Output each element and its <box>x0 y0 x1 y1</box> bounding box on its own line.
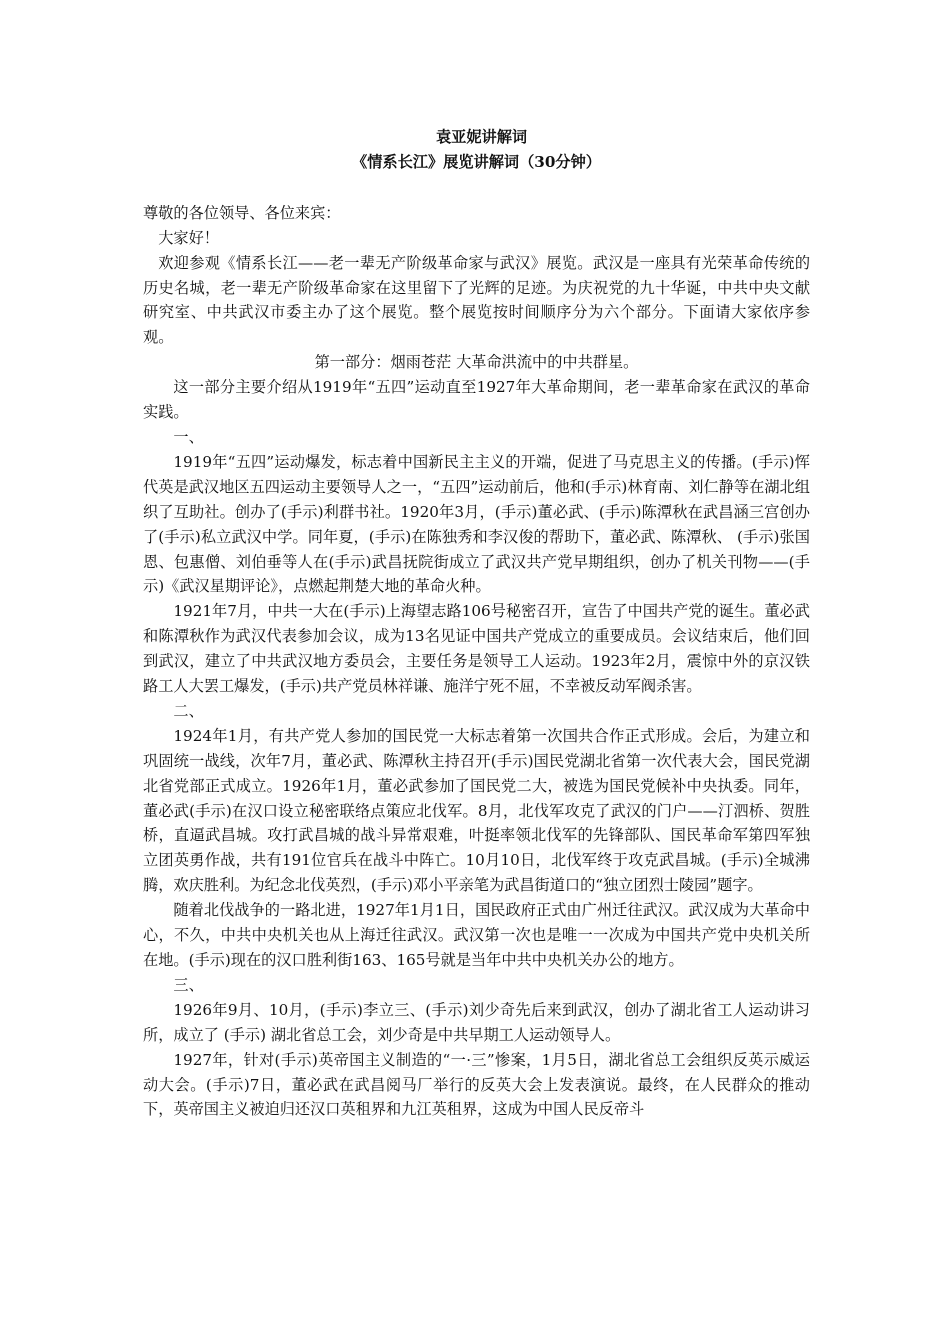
paragraph-1927-relocation: 随着北伐战争的一路北进，1927年1月1日，国民政府正式由广州迁往武汉。武汉成为大革命中心，不久，中共中央机关也从上海迁往武汉。武汉第一次也是唯一一次成为中国共产党中央机关所在地。(手示)现在的汉口胜利街163、165号就是当年中共中央机关办公的地方。 <box>143 901 810 969</box>
document-subtitle: 《情系长江》展览讲解词（30分钟） <box>352 152 601 171</box>
greeting: 大家好！ <box>158 228 219 247</box>
paragraph-1927-protest: 1927年，针对(手示)英帝国主义制造的“一·三”惨案，1月5日，湖北省总工会组织反英示威运动大会。(手示)7日，董必武在武昌阅马厂举行的反英大会上发表演说。最终，在人民群众的推动下，英帝国主义被迫归还汉口英租界和九江英租界，这成为中国人民反帝斗 <box>143 1050 810 1119</box>
part-one-intro: 这一部分主要介绍从1919年“五四”运动直至1927年大革命期间，老一辈革命家在武汉的革命实践。 <box>143 378 810 422</box>
salutation: 尊敬的各位领导、各位来宾： <box>143 203 341 222</box>
subsection-two-marker: 二、 <box>173 701 204 720</box>
document-body <box>143 125 810 1122</box>
subsection-one-marker: 一、 <box>173 427 204 446</box>
paragraph-1919: 1919年“五四”运动爆发，标志着中国新民主主义的开端，促进了马克思主义的传播。(手示)恽代英是武汉地区五四运动主要领导人之一，“五四”运动前后，他和(手示)林育南、刘仁静等在湖北组织了互助社。创办了(手示)利群书社。1920年3月，(手示)董必武、(手示)陈潭秋在武昌涵三宫创办了(手示)私立武汉中学。同年夏，(手示)在陈独秀和李汉俊的帮助下，董必武、陈潭秋、 (手示)张国恩、包惠僧、刘伯垂等人在(手示)武昌抚院街成立了武汉共产党早期组织，创办了机关刊物——(手示)《武汉星期评论》，点燃起荆楚大地的革命火种。 <box>143 452 810 596</box>
intro-paragraph: 欢迎参观《情系长江——老一辈无产阶级革命家与武汉》展览。武汉是一座具有光荣革命传统的历史名城，老一辈无产阶级革命家在这里留下了光辉的足迹。为庆祝党的九十华诞，中共中央文献研究室、中共武汉市委主办了这个展览。整个展览按时间顺序分为六个部分。下面请大家依序参观。 <box>143 253 810 347</box>
paragraph-1924: 1924年1月，有共产党人参加的国民党一大标志着第一次国共合作正式形成。会后，为建立和巩固统一战线，次年7月，董必武、陈潭秋主持召开(手示)国民党湖北省第一次代表大会，国民党湖北省党部正式成立。1926年1月，董必武参加了国民党二大，被选为国民党候补中央执委。同年，董必武(手示)在汉口设立秘密联络点策应北伐军。8月，北伐军攻克了武汉的门户——汀泗桥、贺胜桥，直逼武昌城。攻打武昌城的战斗异常艰难，叶挺率领北伐军的先锋部队、国民革命军第四军独立团英勇作战，共有191位官兵在战斗中阵亡。10月10日，北伐军终于攻克武昌城。(手示)全城沸腾，欢庆胜利。为纪念北伐英烈，(手示)邓小平亲笔为武昌街道口的“独立团烈士陵园”题字。 <box>143 726 810 895</box>
paragraph-1926-labor: 1926年9月、10月，(手示)李立三、(手示)刘少奇先后来到武汉，创办了湖北省工人运动讲习所，成立了 (手示) 湖北省总工会，刘少奇是中共早期工人运动领导人。 <box>143 1000 810 1044</box>
part-one-heading: 第一部分：烟雨苍茫 大革命洪流中的中共群星。 <box>314 353 639 372</box>
blank-line <box>143 175 810 201</box>
paragraph-1921: 1921年7月，中共一大在(手示)上海望志路106号秘密召开，宣告了中国共产党的诞生。董必武和陈潭秋作为武汉代表参加会议，成为13名见证中国共产党成立的重要成员。会议结束后，他们回到武汉，建立了中共武汉地方委员会，主要任务是领导工人运动。1923年2月，震惊中外的京汉铁路工人大罢工爆发，(手示)共产党员林祥谦、施洋宁死不屈，不幸被反动军阀杀害。 <box>143 602 810 696</box>
document-title: 袁亚妮讲解词 <box>435 128 528 146</box>
subsection-three-marker: 三、 <box>173 975 204 994</box>
